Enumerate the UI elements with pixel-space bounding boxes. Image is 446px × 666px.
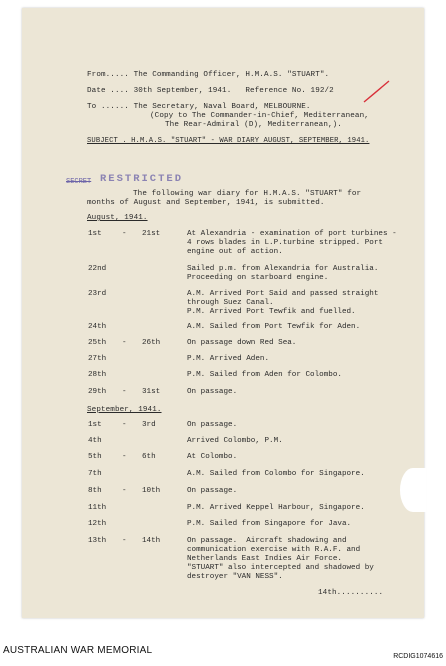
date-from: 29th [88, 388, 107, 396]
entry-text: At Alexandria - examination of port turbines - 4 rows blades in L.P.turbine stripped. Port engine out of action. [187, 230, 397, 256]
date-from: 24th [88, 323, 107, 331]
date-from: 5th [88, 453, 102, 461]
subject-line: SUBJECT . H.M.A.S. "STUART" - WAR DIARY AUGUST, SEPTEMBER, 1941. [87, 137, 370, 145]
date-to: 31st [142, 388, 161, 396]
intro-line-2: months of August and September, 1941, is submitted. [87, 199, 325, 207]
archive-reference: RCDIG1074616 [393, 653, 443, 660]
from-line: From..... The Commanding Officer, H.M.A.S. "STUART". [87, 71, 330, 79]
date-from: 23rd [88, 290, 107, 298]
entry-text: A.M. Sailed from Port Tewfik for Aden. [187, 323, 361, 331]
date-from: 12th [88, 520, 107, 528]
entry-text: On passage down Red Sea. [187, 339, 297, 347]
date-from: 28th [88, 371, 107, 379]
date-to: 21st [142, 230, 161, 238]
archive-credit: AUSTRALIAN WAR MEMORIAL [3, 645, 153, 656]
date-dash: - [122, 421, 127, 429]
date-dash: - [122, 339, 127, 347]
date-from: 1st [88, 421, 102, 429]
secret-stamp-struck: SECRET [66, 178, 92, 186]
torn-edge [400, 468, 426, 512]
entry-text: On passage. [187, 487, 238, 495]
intro-line-1: The following war diary for H.M.A.S. "STUART" for [133, 190, 362, 198]
date-from: 7th [88, 470, 102, 478]
copy-to-line: (Copy to The Commander-in-Chief, Mediterranean, [150, 112, 369, 120]
date-from: 4th [88, 437, 102, 445]
date-dash: - [122, 537, 127, 545]
continuation-marker: 14th.......... [318, 589, 384, 597]
date-to: 6th [142, 453, 156, 461]
date-to: 10th [142, 487, 161, 495]
august-heading: August, 1941. [87, 214, 148, 222]
date-dash: - [122, 230, 127, 238]
date-from: 25th [88, 339, 107, 347]
date-from: 11th [88, 504, 107, 512]
red-pencil-mark [362, 78, 392, 104]
entry-text: A.M. Sailed from Colombo for Singapore. [187, 470, 365, 478]
date-to: 14th [142, 537, 161, 545]
copy-to-line-2: The Rear-Admiral (D), Mediterranean,). [165, 121, 342, 129]
date-from: 22nd [88, 265, 107, 273]
entry-text: On passage. Aircraft shadowing and communication exercise with R.A.F. and Netherlands East Indies Air Force. "STUART" also intercepted and shadowed by destroyer "VAN NESS". [187, 537, 374, 581]
date-line: Date .... 30th September, 1941. Reference No. 192/2 [87, 87, 334, 95]
entry-text: Arrived Colombo, P.M. [187, 437, 283, 445]
to-line: To ...... The Secretary, Naval Board, MELBOURNE. [87, 103, 311, 111]
date-from: 8th [88, 487, 102, 495]
date-dash: - [122, 487, 127, 495]
entry-text: P.M. Sailed from Aden for Colombo. [187, 371, 342, 379]
entry-text: At Colombo. [187, 453, 238, 461]
date-from: 1st [88, 230, 102, 238]
september-heading: September, 1941. [87, 406, 162, 414]
entry-text: On passage. [187, 421, 238, 429]
restricted-stamp: RESTRICTED [100, 173, 184, 185]
entry-text: P.M. Arrived Keppel Harbour, Singapore. [187, 504, 365, 512]
entry-text: A.M. Arrived Port Said and passed straight through Suez Canal. P.M. Arrived Port Tewfik and fuelled. [187, 290, 379, 316]
date-to: 26th [142, 339, 161, 347]
date-dash: - [122, 453, 127, 461]
entry-text: P.M. Sailed from Singapore for Java. [187, 520, 352, 528]
entry-text: P.M. Arrived Aden. [187, 355, 270, 363]
date-dash: - [122, 388, 127, 396]
date-to: 3rd [142, 421, 156, 429]
date-from: 13th [88, 537, 107, 545]
entry-text: Sailed p.m. from Alexandria for Australia. Proceeding on starboard engine. [187, 265, 379, 282]
date-from: 27th [88, 355, 107, 363]
entry-text: On passage. [187, 388, 238, 396]
